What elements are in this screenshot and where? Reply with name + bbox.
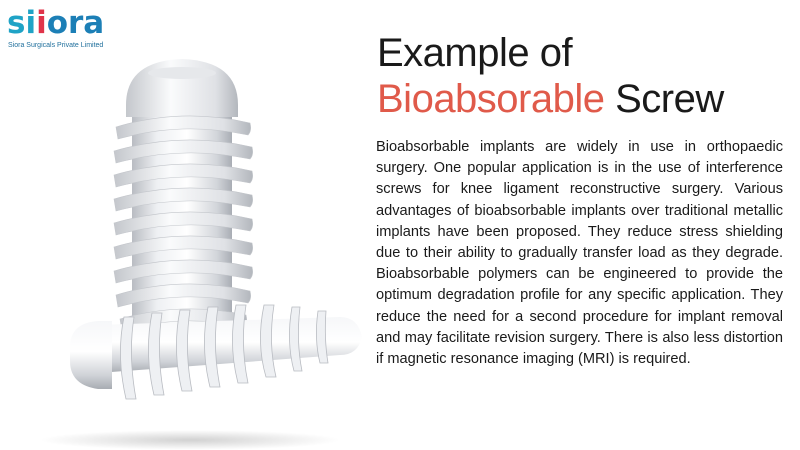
title-line-1: Example of [377, 31, 573, 75]
title-highlight: Bioabsorable [377, 77, 605, 121]
logo-tagline: Siora Surgicals Private Limited [8, 42, 104, 49]
logo-part-1: si [7, 5, 37, 41]
horizontal-screw [70, 305, 362, 399]
logo-part-3: ora [46, 5, 105, 41]
title-line-2 [377, 76, 777, 122]
brand-logo [7, 6, 127, 52]
body-paragraph: Bioabsorbable implants are widely in use in orthopaedic surgery. One popular application is in the use of interference screws for knee ligament reconstructive surgery. Various advantages of bioabsorbable implants over traditional metallic implants have been proposed. They reduce stress shielding due to their ability to gradually transfer load as they degrade. Bioabsorbable polymers can be engineered to provide the optimum degradation profile for any specific application. They reduce the need for a second procedure for implant removal and may facilitate revision surgery. There is also less distortion if magnetic resonance imaging (MRI) is required. [376, 139, 783, 368]
title-rest: Screw [604, 77, 724, 121]
screw-illustration [40, 55, 370, 450]
floor-shadow [40, 430, 340, 450]
logo-part-2: i [36, 5, 47, 41]
logo-wordmark [7, 6, 104, 40]
page-title [377, 30, 777, 122]
